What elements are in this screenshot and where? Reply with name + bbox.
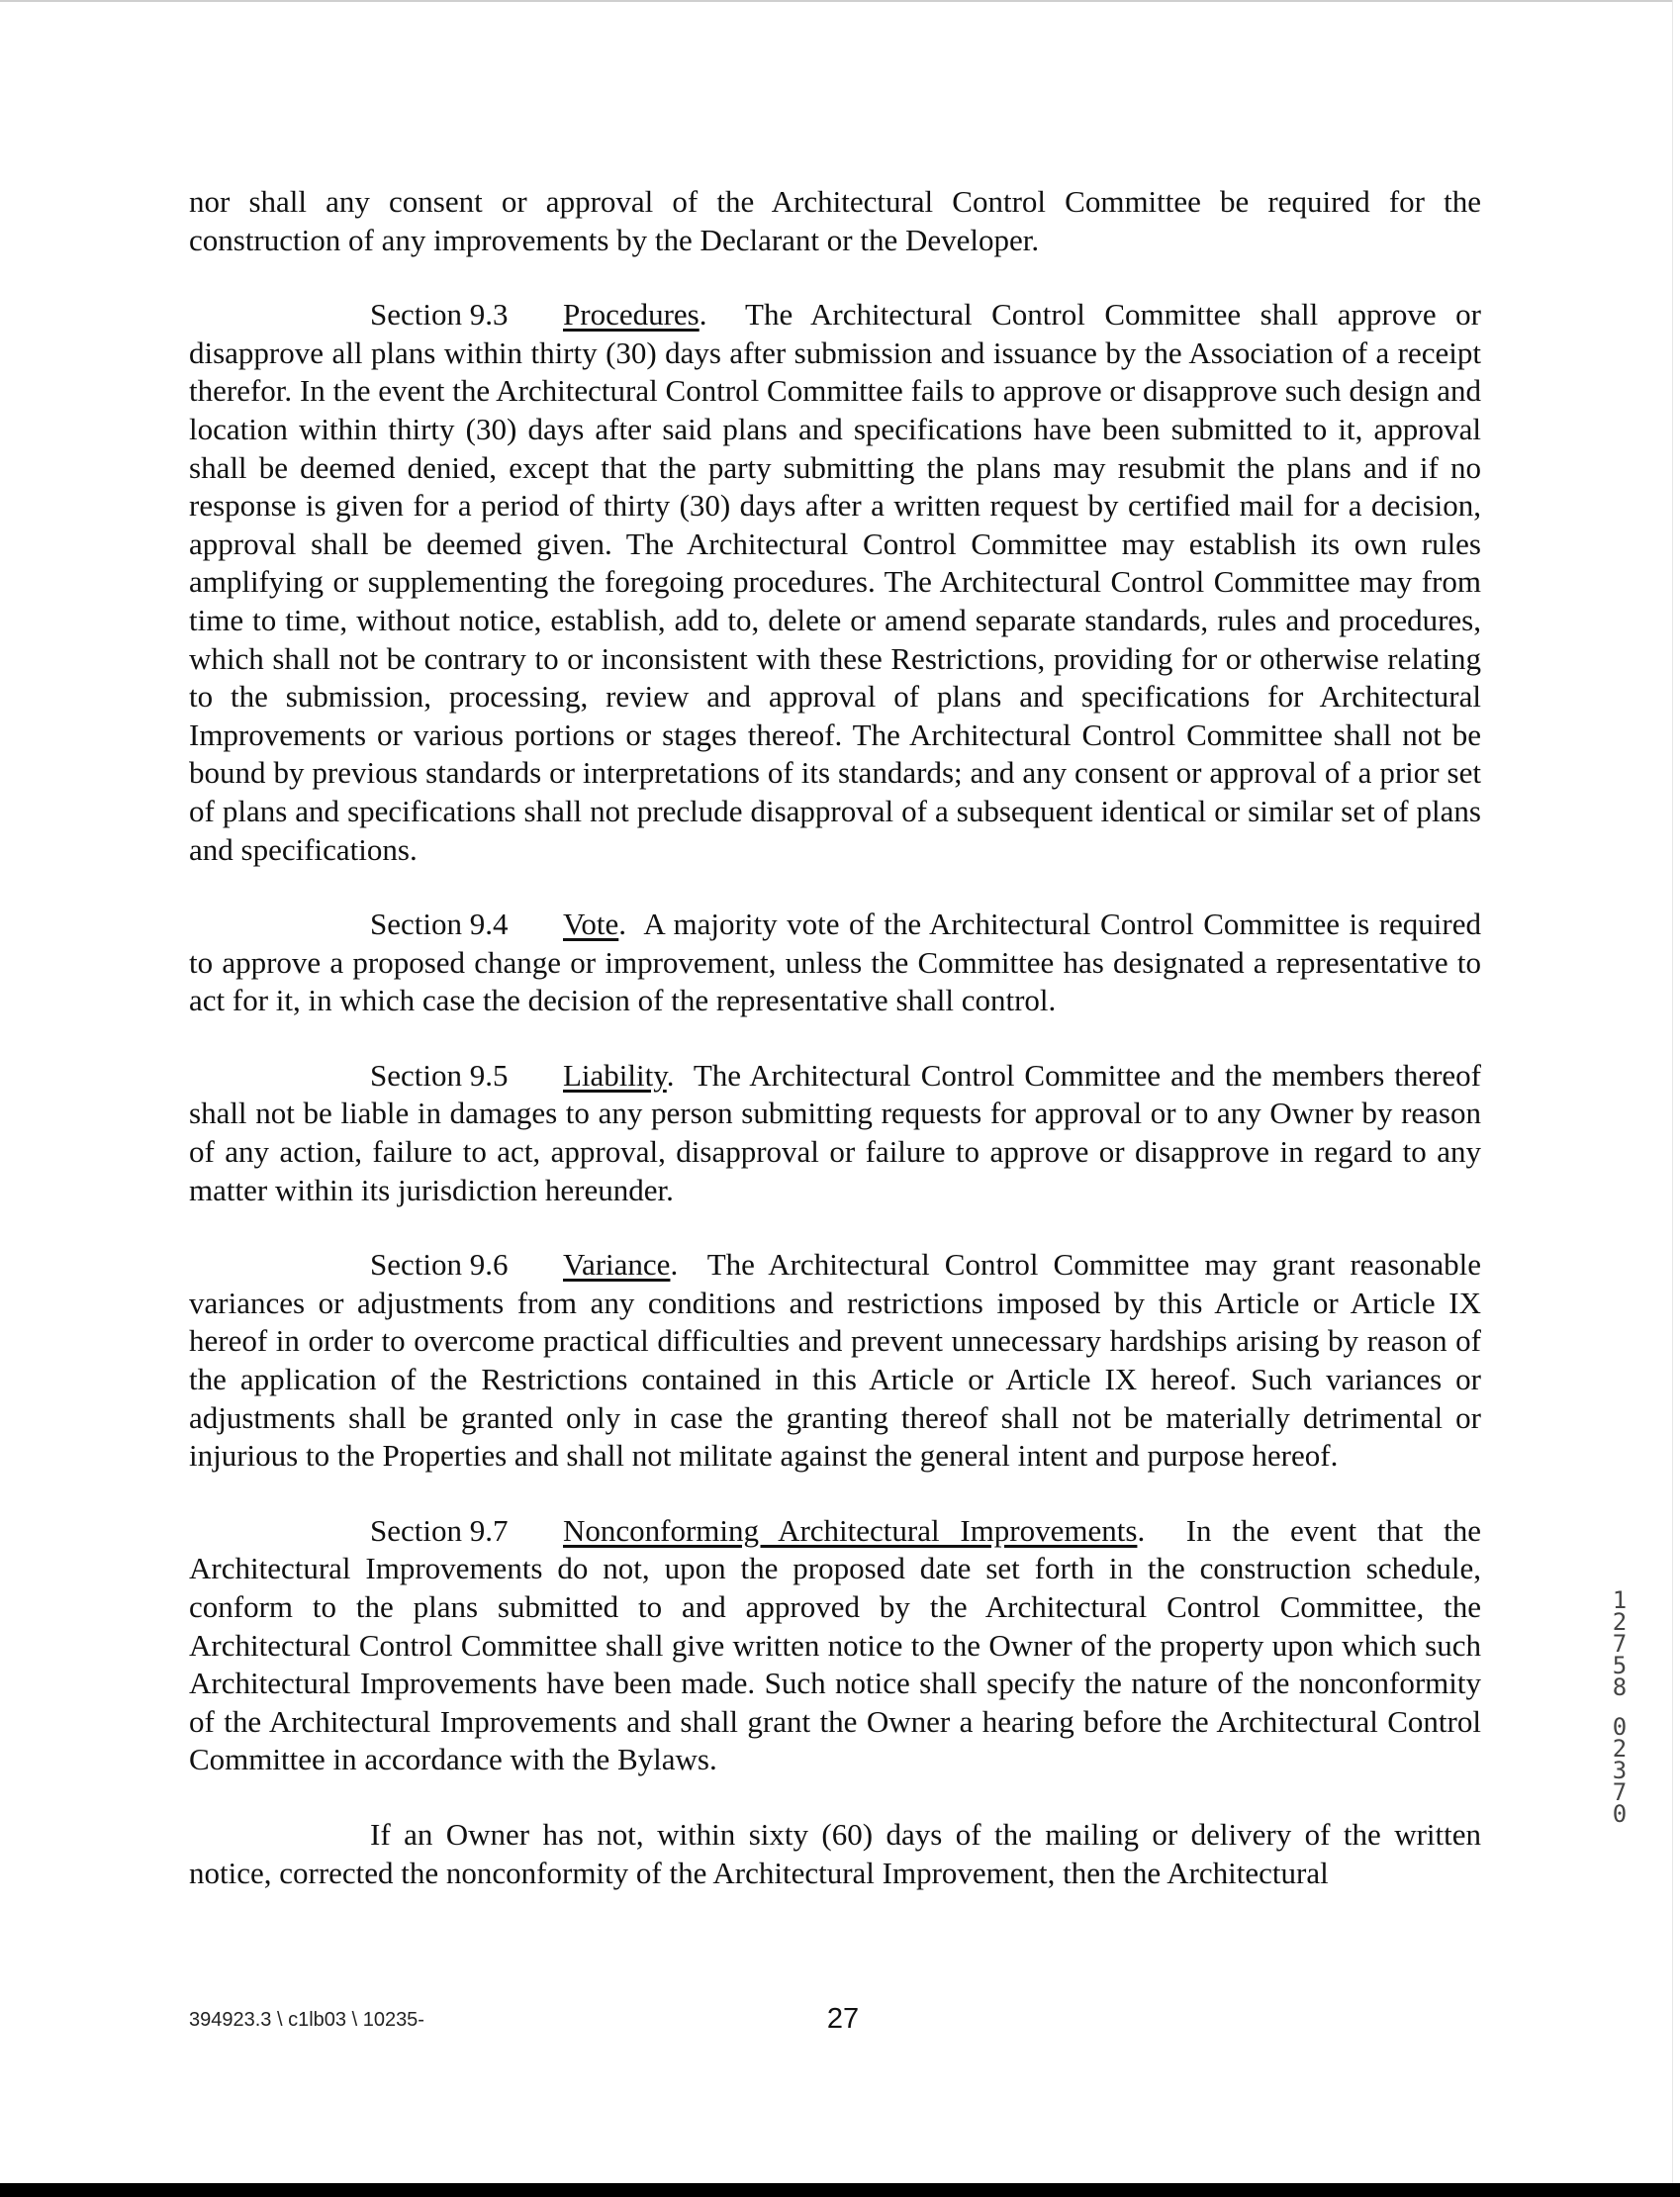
section-text: The Architectural Control Committee and the members thereof shall not be liable in damages to any person submitting requests for approval or to any Owner by reason of any action, failure to act, approval, disapproval or failure to approve or disapprove in regard to any matter within its jurisdiction hereunder. (189, 1057, 1481, 1207)
section-text: A majority vote of the Architectural Control Committee is required to approve a proposed change or improvement, unless the Committee has designated a representative to act for it, in which case the decision of the representative shall control. (189, 907, 1482, 1018)
section-text: The Architectural Control Committee may grant reasonable variances or adjustments from any conditions and restrictions imposed by this Article or Article IX hereof in order to overcome practical difficulties and prevent unnecessary hardships arising by reason of the application of the Restrictions contained in this Article or Article IX hereof. Such variances or adjustments shall be granted only in case the granting thereof shall not be materially detrimental or injurious to the Properties and shall not militate against the general intent and purpose hereof. (189, 1247, 1481, 1474)
stamp-digit: 7 (1612, 1630, 1628, 1658)
stamp-digit: 0 (1612, 1800, 1628, 1828)
section-heading: Procedures (563, 297, 700, 333)
stamp-digit: 0 (1612, 1713, 1628, 1741)
stamp-digit: 2 (1612, 1608, 1628, 1636)
section-number: Section 9.6 (370, 1247, 509, 1283)
intro-text: nor shall any consent or approval of the Architectural Control Committee be required for the construction of any improvements by the Declarant or the Developer. (189, 184, 1481, 257)
stamp-digit: 8 (1612, 1673, 1628, 1701)
section-text: The Architectural Control Committee shall approve or disapprove all plans within thirty (30) days after submission and issuance by the Association of a receipt therefor. In the event the Architectural Control Committee fails to approve or disapprove such design and location within thirty (30) days after said plans and specifications have been submitted to it, approval shall be deemed denied, except that the party submitting the plans may resubmit the plans and if no response is given for a period of thirty (30) days after a written request by certified mail for a decision, approval shall be deemed given. The Architectural Control Committee may establish its own rules amplifying or supplementing the foregoing procedures. The Architectural Control Committee may from time to time, without notice, establish, add to, delete or amend separate standards, rules and procedures, which shall not be contrary to or inconsistent with these Restrictions, providing for or otherwise relating to the submission, processing, review and approval of plans and specifications for Architectural Improvements or various portions or stages thereof. The Architectural Control Committee shall not be bound by previous standards or interpretations of its standards; and any consent or approval of a prior set of plans and specifications shall not preclude disapproval of a subsequent identical or similar set of plans and specifications. (189, 297, 1481, 867)
section-9-5: Section 9.5 Liability. The Architectural Control Committee and the members thereof shall not be liable in damages to any person submitting requests for approval or to any Owner by reason of any action, failure to act, approval, disapproval or failure to approve or disapprove in regard to any matter within its jurisdiction hereunder. (189, 1057, 1481, 1207)
stamp-digit: 7 (1612, 1778, 1628, 1806)
document-body (189, 183, 1481, 1929)
stamp-digit: 3 (1612, 1757, 1628, 1784)
stamp-digit: 5 (1612, 1652, 1628, 1679)
section-number: Section 9.3 (370, 297, 509, 333)
document-id-footer: 394923.3 \ c1lb03 \ 10235- (189, 2009, 424, 2031)
closing-text: If an Owner has not, within sixty (60) days of the mailing or delivery of the written notice, corrected the nonconformity of the Architectural Improvement, then the Architectural (189, 1816, 1481, 1890)
section-number: Section 9.7 (370, 1512, 509, 1548)
scan-edge-top (0, 0, 1680, 2)
page-number: 27 (826, 2003, 860, 2035)
scan-edge-right (1672, 0, 1680, 2183)
section-9-3: Section 9.3 Procedures. The Architectural Control Committee shall approve or disapprove all plans within thirty (30) days after submission and issuance by the Association of a receipt therefor. In the event the Architectural Control Committee fails to approve or disapprove such design and location within thirty (30) days after said plans and specifications have been submitted to it, approval shall be deemed denied, except that the party submitting the plans may resubmit the plans and if no response is given for a period of thirty (30) days after a written request by certified mail for a decision, approval shall be deemed given. The Architectural Control Committee may establish its own rules amplifying or supplementing the foregoing procedures. The Architectural Control Committee may from time to time, without notice, establish, add to, delete or amend separate standards, rules and procedures, which shall not be contrary to or inconsistent with these Restrictions, providing for or otherwise relating to the submission, processing, review and approval of plans and specifications for Architectural Improvements or various portions or stages thereof. The Architectural Control Committee shall not be bound by previous standards or interpretations of its standards; and any consent or approval of a prior set of plans and specifications shall not preclude disapproval of a subsequent identical or similar set of plans and specifications. (189, 297, 1481, 867)
closing-paragraph (189, 1816, 1481, 1892)
section-number: Section 9.4 (370, 907, 509, 942)
section-9-4: Section 9.4 Vote. A majority vote of the Architectural Control Committee is required to approve a proposed change or improvement, unless the Committee has designated a representative to act for it, in which case the decision of the representative shall control. (189, 907, 1482, 1018)
side-recording-stamp (1605, 1586, 1634, 1828)
section-heading: Nonconforming Architectural Improvements (563, 1512, 1138, 1548)
stamp-digit: 2 (1612, 1735, 1628, 1763)
scan-edge-bottom (0, 2183, 1680, 2197)
section-9-6: Section 9.6 Variance. The Architectural Control Committee may grant reasonable variances or adjustments from any conditions and restrictions imposed by this Article or Article IX hereof in order to overcome practical difficulties and prevent unnecessary hardships arising by reason of the application of the Restrictions contained in this Article or Article IX hereof. Such variances or adjustments shall be granted only in case the granting thereof shall not be materially detrimental or injurious to the Properties and shall not militate against the general intent and purpose hereof. (189, 1247, 1481, 1474)
section-number: Section 9.5 (370, 1057, 509, 1093)
section-heading: Variance (563, 1247, 671, 1283)
intro-paragraph (189, 183, 1481, 259)
section-9-7: Section 9.7 Nonconforming Architectural Improvements. In the event that the Architectural Improvements do not, upon the proposed date set forth in the construction schedule, conform to the plans submitted to and approved by the Architectural Control Committee, the Architectural Control Committee shall give written notice to the Owner of the property upon which such Architectural Improvements have been made. Such notice shall specify the nature of the nonconformity of the Architectural Improvements and shall grant the Owner a hearing before the Architectural Control Committee in accordance with the Bylaws. (189, 1512, 1481, 1777)
section-text: In the event that the Architectural Improvements do not, upon the proposed date set forth in the construction schedule, conform to the plans submitted to and approved by the Architectural Control Committee, the Architectural Control Committee shall give written notice to the Owner of the property upon which such Architectural Improvements have been made. Such notice shall specify the nature of the nonconformity of the Architectural Improvements and shall grant the Owner a hearing before the Architectural Control Committee in accordance with the Bylaws. (189, 1512, 1481, 1777)
stamp-digit: 1 (1612, 1586, 1628, 1614)
section-heading: Liability (563, 1057, 667, 1093)
section-heading: Vote (563, 907, 619, 942)
